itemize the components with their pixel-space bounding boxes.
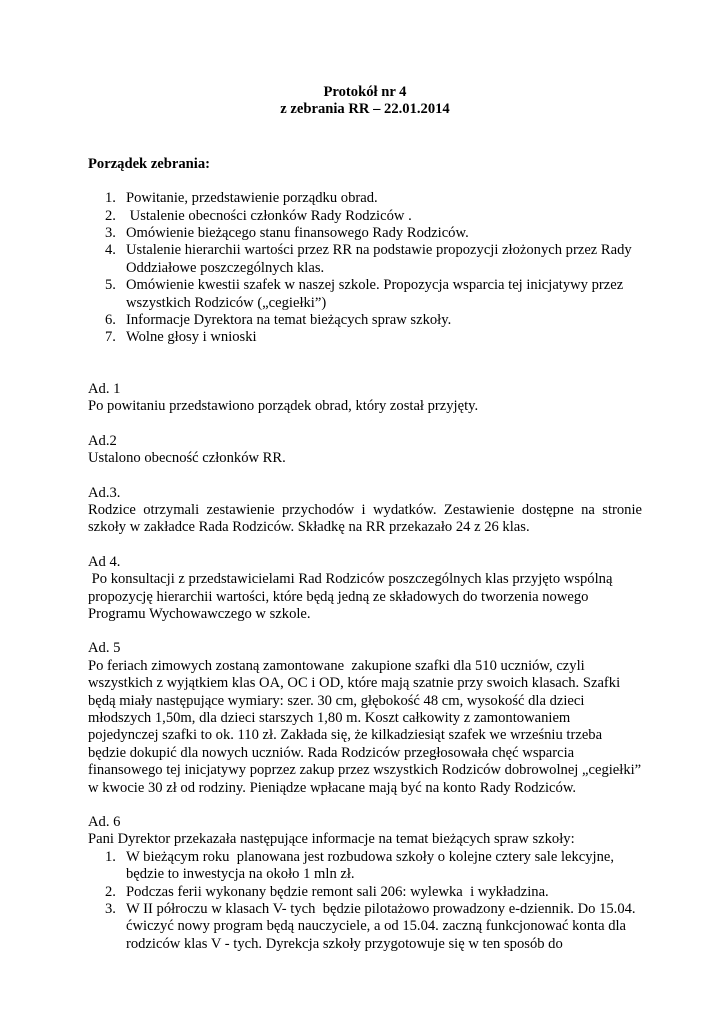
agenda-heading: Porządek zebrania:	[88, 155, 210, 172]
title-line-2: z zebrania RR – 22.01.2014	[280, 101, 450, 118]
title-line-1: Protokół nr 4	[323, 84, 407, 100]
agenda-item-text: Wolne głosy i wnioski	[126, 329, 257, 346]
section-label: Ad. 5	[88, 640, 121, 657]
agenda-list	[88, 190, 642, 347]
info-item-number: 3.	[105, 901, 116, 918]
agenda-item-number: 1.	[105, 190, 116, 207]
section-label: Ad 4.	[88, 553, 121, 570]
agenda-item	[88, 329, 642, 346]
info-item-text: Podczas ferii wykonany będzie remont sali 206: wylewka i wykładzina.	[126, 883, 549, 900]
document-title	[88, 84, 642, 119]
section-text: Po powitaniu przedstawiono porządek obrad, który został przyjęty.	[88, 398, 479, 415]
section-ad2	[88, 433, 642, 468]
agenda-item-number: 6.	[105, 312, 116, 329]
agenda-item-number: 2.	[105, 207, 116, 224]
agenda-item	[88, 312, 642, 329]
section-text: Ustalono obecność członków RR.	[88, 450, 286, 467]
section-text: Po konsultacji z przedstawicielami Rad Rodziców poszczególnych klas przyjęto wspólną propozycję hierarchii wartości, które będą jedną ze składowych do tworzenia nowego Programu Wychowawczego w szkole.	[88, 571, 617, 622]
agenda-item-text: Ustalenie hierarchii wartości przez RR na podstawie propozycji złożonych przez Rady Oddziałowe poszczególnych klas.	[126, 242, 632, 276]
info-item	[88, 901, 642, 953]
info-item-text: W bieżącym roku planowana jest rozbudowa szkoły o kolejne cztery sale lekcyjne, będzie to inwestycja na około 1 mln zł.	[126, 848, 618, 883]
section-label: Ad. 6	[88, 814, 121, 830]
agenda-item-number: 5.	[105, 277, 116, 294]
info-list	[88, 849, 642, 953]
section-text: Po feriach zimowych zostaną zamontowane zakupione szafki dla 510 uczniów, czyli wszystkich z wyjątkiem klas OA, OC i OD, które mają szatnie przy swoich klasach. Szafki będą miały następujące wymiary: szer. 30 cm, głębokość 48 cm, wysokość dla dzieci młodszych 1,50m, dla dzieci starszych 1,80 m. Koszt całkowity z zamontowaniem pojedynczej szafki to ok. 110 zł. Zakłada się, że kilkadziesiąt szafek we wrześniu trzeba będzie dokupić dla nowych uczniów. Rada Rodziców przegłosowała chęć wsparcia finansowego tej inicjatywy poprzez zakup przez wszystkich Rodziców dobrowolnej „cegiełki” w kwocie 30 zł od rodziny. Pieniądze wpłacane mają być na konto Rady Rodziców.	[88, 657, 645, 796]
section-ad4	[88, 554, 642, 624]
section-ad1	[88, 381, 642, 416]
agenda-item-text: Ustalenie obecności członków Rady Rodziców .	[126, 207, 412, 224]
section-ad5	[88, 640, 645, 797]
agenda-item-text: Informacje Dyrektora na temat bieżących spraw szkoły.	[126, 312, 452, 329]
agenda-item-number: 4.	[105, 242, 116, 259]
agenda-item	[88, 225, 642, 242]
section-ad6	[88, 814, 642, 953]
info-item-number: 2.	[105, 883, 116, 900]
agenda-item-text: Powitanie, przedstawienie porządku obrad.	[126, 190, 378, 207]
section-label: Ad.3.	[88, 484, 121, 501]
agenda-item	[88, 208, 642, 225]
agenda-item	[88, 277, 642, 312]
info-item	[88, 884, 642, 901]
agenda-item	[88, 190, 642, 207]
section-label: Ad. 1	[88, 380, 121, 397]
info-item-text: W II półroczu w klasach V- tych będzie pilotażowo prowadzony e-dziennik. Do 15.04. ćwiczyć nowy program będą nauczyciele, a od 15.04. zaczną funkcjonować konta dla rodziców klas V - tych. Dyrekcja szkoły przygotowuje się w ten sposób do	[126, 901, 640, 952]
agenda-item-text: Omówienie bieżącego stanu finansowego Rady Rodziców.	[126, 225, 469, 242]
agenda-item	[88, 242, 642, 277]
info-item-number: 1.	[105, 848, 116, 865]
agenda-item-text: Omówienie kwestii szafek w naszej szkole. Propozycja wsparcia tej inicjatywy przez wszystkich Rodziców („cegiełki”)	[126, 277, 624, 311]
section-ad3	[88, 485, 642, 537]
agenda-item-number: 7.	[105, 329, 116, 346]
info-item	[88, 849, 642, 884]
agenda-item-number: 3.	[105, 225, 116, 242]
section-text: Rodzice otrzymali zestawienie przychodów i wydatków. Zestawienie dostępne na stronie szkoły w zakładce Rada Rodziców. Składkę na RR przekazało 24 z 26 klas.	[88, 501, 642, 536]
section-intro: Pani Dyrektor przekazała następujące informacje na temat bieżących spraw szkoły:	[88, 831, 575, 848]
section-label: Ad.2	[88, 432, 117, 449]
